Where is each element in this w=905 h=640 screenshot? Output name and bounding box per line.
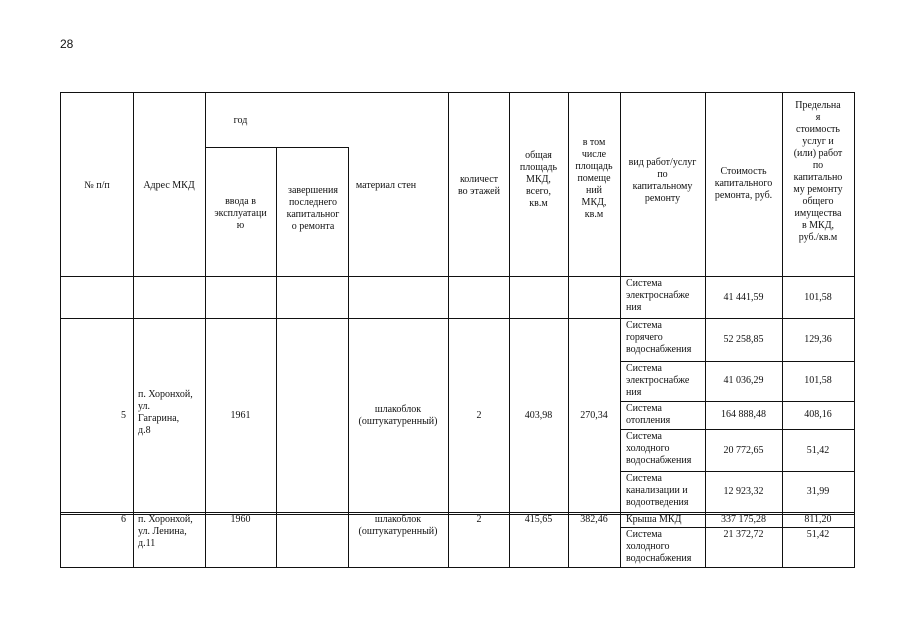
header-bottom-line bbox=[60, 276, 854, 277]
r6-work-1: Крыша МКД bbox=[626, 514, 682, 525]
r6-cost-2: 21 372,72 bbox=[723, 529, 764, 540]
r5-work-2: Система электроснабже ния bbox=[626, 363, 690, 398]
r5-cost-5: 12 923,32 bbox=[723, 486, 764, 497]
table-border-left bbox=[60, 92, 61, 568]
r6-work-2: Система холодного водоснабжения bbox=[626, 529, 692, 564]
r5-cost-3: 164 888,48 bbox=[721, 409, 766, 420]
header-max-cost: Предельна я стоимость услуг и (или) работ по капитально му ремонту общего имущества в МКД, руб./кв.м bbox=[793, 100, 843, 243]
r6-area-premises: 382,46 bbox=[580, 514, 608, 525]
r5-max-4: 51,42 bbox=[806, 445, 830, 456]
header-cost: Стоимость капитального ремонта, руб. bbox=[714, 166, 773, 201]
col-divider bbox=[205, 92, 206, 568]
cont-max-cost: 101,58 bbox=[804, 292, 832, 303]
r5-area-premises: 270,34 bbox=[580, 410, 608, 421]
r6-address: п. Хоронхой, ул. Ленина, д.11 bbox=[138, 514, 193, 549]
r5-cost-2: 41 036,29 bbox=[723, 375, 764, 386]
row-line bbox=[620, 471, 854, 472]
r6-floors: 2 bbox=[476, 514, 482, 525]
row-line bbox=[620, 361, 854, 362]
r5-address: п. Хоронхой, ул. Гагарина, д.8 bbox=[138, 389, 193, 436]
r5-floors: 2 bbox=[476, 410, 482, 421]
col-divider bbox=[448, 92, 449, 568]
table-border-bottom bbox=[60, 567, 854, 568]
r6-max-1: 811,20 bbox=[804, 514, 832, 525]
header-year: год bbox=[233, 115, 248, 126]
header-address: Адрес МКД bbox=[143, 180, 195, 191]
page-number: 28 bbox=[60, 37, 74, 51]
r5-num: 5 bbox=[121, 410, 126, 421]
table-border-top bbox=[60, 92, 854, 93]
cont-cost: 41 441,59 bbox=[723, 292, 764, 303]
r5-max-5: 31,99 bbox=[806, 486, 830, 497]
header-year-repair: завершения последнего капитальног о ремонта bbox=[286, 185, 340, 232]
cont-work-type: Система электроснабже ния bbox=[626, 278, 690, 313]
row-line bbox=[620, 429, 854, 430]
r6-max-2: 51,42 bbox=[806, 529, 830, 540]
r5-work-4: Система холодного водоснабжения bbox=[626, 431, 692, 466]
r5-cost-4: 20 772,65 bbox=[723, 445, 764, 456]
r5-work-3: Система отопления bbox=[626, 403, 671, 426]
header-material: материал стен bbox=[355, 180, 417, 191]
r6-num: 6 bbox=[121, 514, 126, 525]
col-divider bbox=[276, 147, 277, 568]
col-divider bbox=[348, 147, 349, 568]
r5-work-1: Система горячего водоснабжения bbox=[626, 320, 692, 355]
header-area-premises: в том числе площадь помеще ний МКД, кв.м bbox=[575, 137, 613, 220]
r5-max-3: 408,16 bbox=[804, 409, 832, 420]
header-floors: количест во этажей bbox=[458, 174, 500, 197]
col-divider bbox=[133, 92, 134, 568]
header-year-divider bbox=[205, 147, 349, 148]
r5-work-5: Система канализации и водоотведения bbox=[626, 473, 689, 508]
r5-area-total: 403,98 bbox=[524, 410, 553, 421]
table-border-right bbox=[854, 92, 855, 568]
header-year-input: ввода в эксплуатаци ю bbox=[214, 196, 267, 231]
row-line bbox=[620, 527, 854, 528]
r5-material: шлакоблок (оштукатуренный) bbox=[358, 404, 438, 427]
r5-year: 1961 bbox=[230, 410, 251, 421]
row-line bbox=[60, 512, 854, 513]
row-line bbox=[620, 401, 854, 402]
r6-area-total: 415,65 bbox=[524, 514, 553, 525]
r6-year: 1960 bbox=[230, 514, 251, 525]
r6-material: шлакоблок (оштукатуренный) bbox=[358, 514, 438, 537]
r6-cost-1: 337 175,28 bbox=[721, 514, 766, 525]
header-num: № п/п bbox=[84, 180, 110, 191]
r5-max-2: 101,58 bbox=[804, 375, 832, 386]
r5-max-1: 129,36 bbox=[804, 334, 832, 345]
r5-cost-1: 52 258,85 bbox=[723, 334, 764, 345]
row-line bbox=[60, 318, 854, 319]
header-work-type: вид работ/услуг по капитальному ремонту bbox=[628, 157, 697, 204]
header-area-total: общая площадь МКД, всего, кв.м bbox=[519, 150, 558, 209]
